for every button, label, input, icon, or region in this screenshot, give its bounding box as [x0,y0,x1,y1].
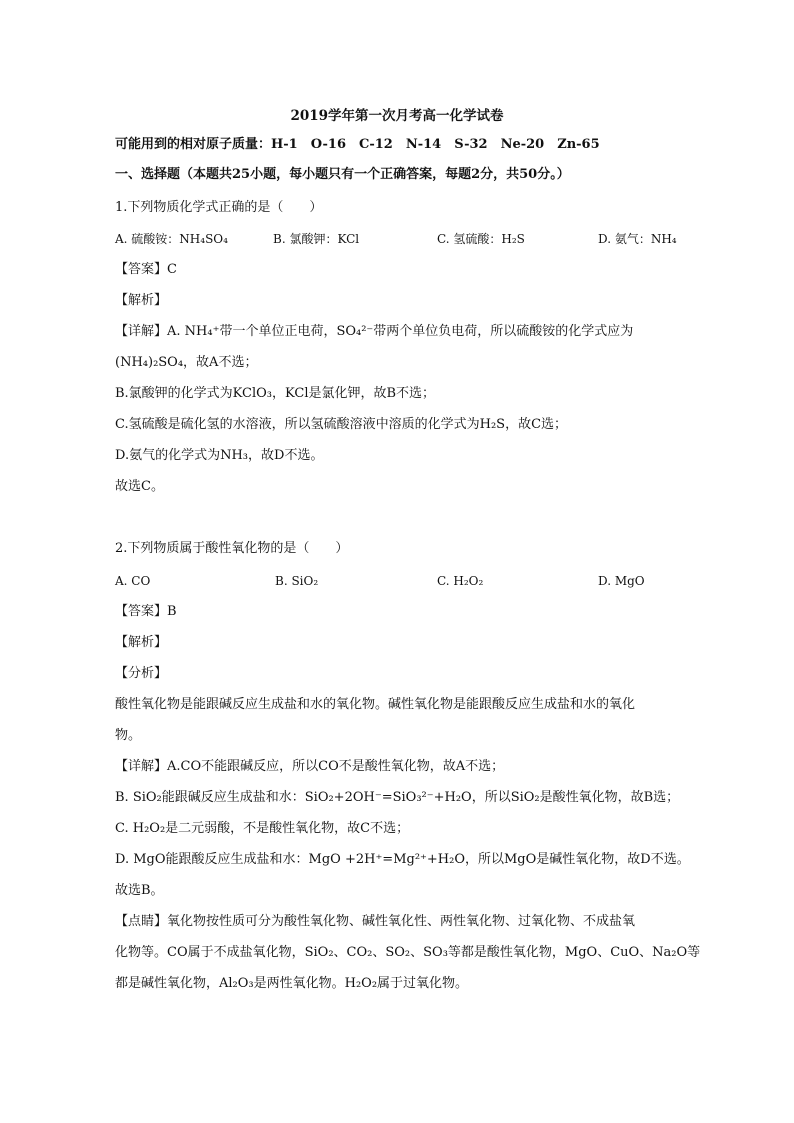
q1-option-b: B. 氯酸钾：KCl [273,232,360,246]
q1-detail-2: (NH₄)₂SO₄，故A不选； [115,355,258,370]
q1-detail-5: D.氨气的化学式为NH₃，故D不选。 [115,448,324,463]
page-title: 2019学年第一次月考高一化学试卷 [290,108,504,124]
q2-fenxi-2: 物。 [115,728,142,743]
q2-tip-2: 化物等。CO属于不成盐氧化物，SiO₂、CO₂、SO₂、SO₃等都是酸性氧化物，MgO、CuO、Na₂O等 [115,945,701,960]
q2-option-a: A. CO [115,574,151,588]
q2-stem: 2.下列物质属于酸性氧化物的是（ ） [115,541,349,556]
q2-detail-2: B. SiO₂能跟碱反应生成盐和水：SiO₂+2OH⁻=SiO₃²⁻+H₂O，所以SiO₂是酸性氧化物，故B选； [115,790,680,805]
q1-detail-3: B.氯酸钾的化学式为KClO₃，KCl是氯化钾，故B不选； [115,386,436,401]
q1-answer: 【答案】C [115,262,177,277]
q2-detail-3: C. H₂O₂是二元弱酸，不是酸性氧化物，故C不选； [115,821,410,836]
atomic-masses: 可能用到的相对原子质量：H-1 O-16 C-12 N-14 S-32 Ne-20 Zn-65 [115,137,600,152]
q2-option-c: C. H₂O₂ [437,574,484,588]
q1-stem: 1.下列物质化学式正确的是（ ） [115,200,323,215]
q1-detail-1: 【详解】A. NH₄⁺带一个单位正电荷，SO₄²⁻带两个单位负电荷，所以硫酸铵的化学式应为 [115,324,634,339]
q2-answer: 【答案】B [115,604,177,619]
q2-conclusion: 故选B。 [115,883,164,898]
q2-tip-3: 都是碱性氧化物，Al₂O₃是两性氧化物。H₂O₂属于过氧化物。 [115,976,469,991]
q2-analysis-label: 【解析】 [115,635,168,650]
q1-option-a: A. 硫酸铵：NH₄SO₄ [115,232,228,246]
section-heading: 一、选择题（本题共25小题，每小题只有一个正确答案，每题2分，共50分。） [115,167,570,182]
q2-fenxi-label: 【分析】 [115,666,168,681]
q2-option-b: B. SiO₂ [275,574,319,588]
q1-detail-4: C.氢硫酸是硫化氢的水溶液，所以氢硫酸溶液中溶质的化学式为H₂S，故C选； [115,417,568,432]
q1-conclusion: 故选C。 [115,479,164,494]
q2-option-d: D. MgO [598,574,645,588]
q2-detail-1: 【详解】A.CO不能跟碱反应，所以CO不是酸性氧化物，故A不选； [115,759,505,774]
q2-tip-1: 【点睛】氧化物按性质可分为酸性氧化物、碱性氧化性、两性氧化物、过氧化物、不成盐氧 [115,914,636,929]
q2-detail-4: D. MgO能跟酸反应生成盐和水：MgO +2H⁺=Mg²⁺+H₂O，所以MgO是碱性氧化物，故D不选。 [115,852,690,867]
q1-option-c: C. 氢硫酸：H₂S [437,232,525,246]
q1-option-d: D. 氨气：NH₄ [598,232,677,246]
q1-analysis-label: 【解析】 [115,293,168,308]
q2-fenxi-1: 酸性氧化物是能跟碱反应生成盐和水的氧化物。碱性氧化物是能跟酸反应生成盐和水的氧化 [115,697,636,712]
